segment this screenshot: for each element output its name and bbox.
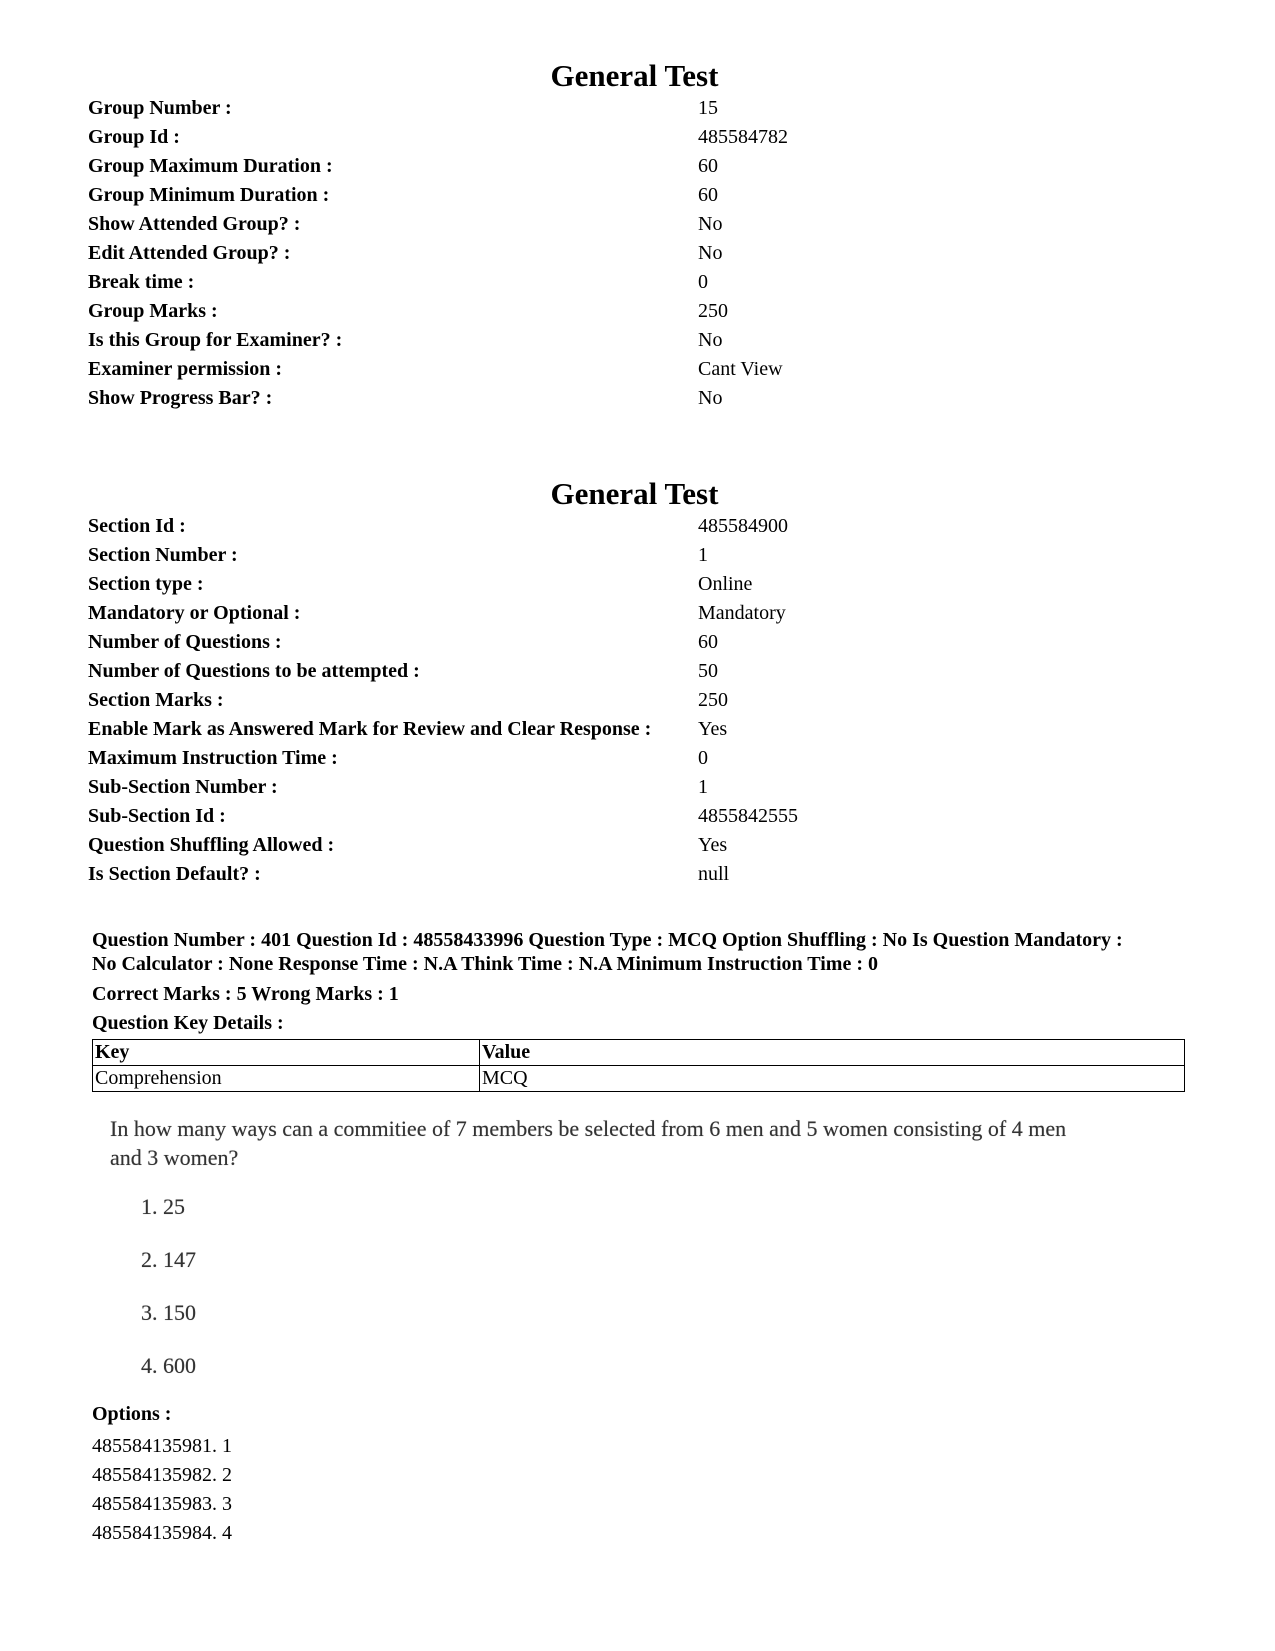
group-row-label: Group Id : — [88, 126, 180, 148]
section-row — [88, 570, 1188, 599]
section-row — [88, 541, 1188, 570]
answer-choice: 1. 25 — [141, 1194, 185, 1219]
section-row — [88, 686, 1188, 715]
group-row-value: 250 — [698, 300, 728, 322]
group-row-label: Group Number : — [88, 97, 232, 119]
group-row — [88, 152, 1188, 181]
section-row-label: Sub-Section Number : — [88, 776, 278, 798]
group-row — [88, 181, 1188, 210]
section-row-label: Mandatory or Optional : — [88, 602, 301, 624]
group-row-label: Edit Attended Group? : — [88, 242, 291, 264]
section-row — [88, 512, 1188, 541]
group-row — [88, 239, 1188, 268]
section-row — [88, 628, 1188, 657]
section-row-label: Section type : — [88, 573, 204, 595]
section-row-label: Enable Mark as Answered Mark for Review and Clear Response : — [88, 718, 652, 740]
group-details-table — [88, 94, 1188, 413]
group-row-value: Cant View — [698, 358, 783, 380]
group-row-label: Group Marks : — [88, 300, 218, 322]
group-row-label: Break time : — [88, 271, 195, 293]
group-row-value: 485584782 — [698, 126, 788, 148]
question-text: In how many ways can a commitiee of 7 members be selected from 6 men and 5 women consisting of 4 men and 3 women? — [110, 1116, 1067, 1170]
question-meta-line: Question Number : 401 Question Id : 48558433996 Question Type : MCQ Option Shuffling : No Is Question Mandatory : — [92, 929, 1123, 951]
key-table-row — [93, 1066, 1185, 1092]
section-row-value: Mandatory — [698, 602, 786, 624]
answer-choice: 3. 150 — [141, 1300, 196, 1325]
group-row-label: Group Minimum Duration : — [88, 184, 330, 206]
section-row-value: 250 — [698, 689, 728, 711]
section-details-table — [88, 512, 1188, 889]
group-row — [88, 326, 1188, 355]
group-row-value: 15 — [698, 97, 718, 119]
section-row-label: Section Number : — [88, 544, 238, 566]
section-row-value: 60 — [698, 631, 718, 653]
section-row-label: Section Id : — [88, 515, 186, 537]
group-row-value: No — [698, 242, 723, 264]
question-meta-line: No Calculator : None Response Time : N.A Think Time : N.A Minimum Instruction Time : 0 — [92, 953, 878, 975]
group-row-value: 0 — [698, 271, 708, 293]
group-row-value: 60 — [698, 155, 718, 177]
section-row-label: Number of Questions : — [88, 631, 282, 653]
section-row-label: Sub-Section Id : — [88, 805, 226, 827]
options-list — [92, 1432, 232, 1548]
section-row-label: Section Marks : — [88, 689, 224, 711]
section-row-label: Number of Questions to be attempted : — [88, 660, 420, 682]
section-row-value: Yes — [698, 718, 728, 740]
section-row-value: 1 — [698, 544, 708, 566]
section-row-label: Maximum Instruction Time : — [88, 747, 338, 769]
section-row-value: 50 — [698, 660, 718, 682]
key-header-cell: Key — [93, 1040, 480, 1066]
value-cell: MCQ — [480, 1066, 1185, 1092]
group-row-label: Show Attended Group? : — [88, 213, 301, 235]
answer-choice: 2. 147 — [141, 1247, 196, 1272]
section-row — [88, 715, 1188, 744]
group-row-value: No — [698, 329, 723, 351]
section-row — [88, 744, 1188, 773]
section-title: General Test — [550, 476, 719, 511]
group-row-label: Is this Group for Examiner? : — [88, 329, 343, 351]
section-row-value: Online — [698, 573, 753, 595]
group-row-label: Show Progress Bar? : — [88, 387, 273, 409]
group-row-value: No — [698, 387, 723, 409]
key-cell: Comprehension — [93, 1066, 480, 1092]
group-row — [88, 384, 1188, 413]
value-header-cell: Value — [480, 1040, 1185, 1066]
option-id-item: 485584135981. 1 — [92, 1435, 232, 1457]
section-row-value: Yes — [698, 834, 728, 856]
group-row — [88, 268, 1188, 297]
section-row — [88, 802, 1188, 831]
group-row — [88, 123, 1188, 152]
question-key-table — [92, 1039, 1185, 1092]
group-row — [88, 210, 1188, 239]
question-key-details-title: Question Key Details : — [92, 1012, 284, 1034]
group-row — [88, 94, 1188, 123]
section-row — [88, 599, 1188, 628]
option-id-item: 485584135984. 4 — [92, 1522, 232, 1544]
section-row-value: 0 — [698, 747, 708, 769]
section-row — [88, 860, 1188, 889]
group-row-value: No — [698, 213, 723, 235]
section-row-value: 4855842555 — [698, 805, 798, 827]
key-table-header — [93, 1040, 1185, 1066]
group-row-label: Group Maximum Duration : — [88, 155, 333, 177]
section-row — [88, 657, 1188, 686]
option-id-item: 485584135982. 2 — [92, 1464, 232, 1486]
question-meta — [92, 928, 1192, 976]
group-row — [88, 297, 1188, 326]
group-title: General Test — [550, 58, 719, 93]
section-row-value: 1 — [698, 776, 708, 798]
section-row — [88, 831, 1188, 860]
option-id-item: 485584135983. 3 — [92, 1493, 232, 1515]
question-marks: Correct Marks : 5 Wrong Marks : 1 — [92, 983, 399, 1005]
section-row-label: Is Section Default? : — [88, 863, 261, 885]
section-row — [88, 773, 1188, 802]
group-row-value: 60 — [698, 184, 718, 206]
options-title: Options : — [92, 1403, 172, 1425]
section-row-label: Question Shuffling Allowed : — [88, 834, 335, 856]
answer-choice: 4. 600 — [141, 1353, 196, 1378]
group-row — [88, 355, 1188, 384]
section-row-value: null — [698, 863, 730, 885]
group-row-label: Examiner permission : — [88, 358, 283, 380]
section-row-value: 485584900 — [698, 515, 788, 537]
